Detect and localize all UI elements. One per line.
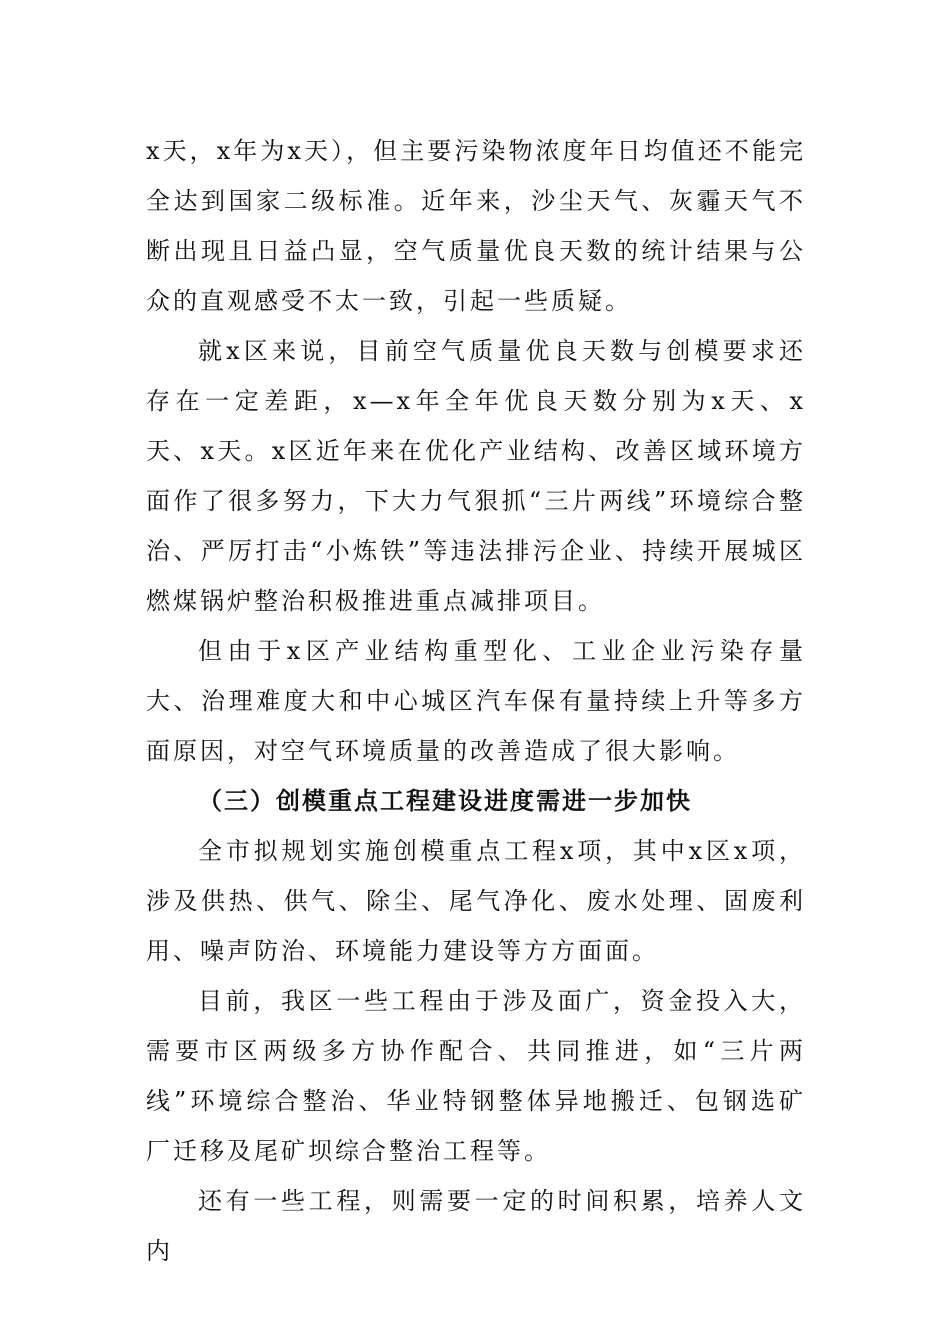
paragraph-air-quality-continuation: x天，x年为x天），但主要污染物浓度年日均值还不能完全达到国家二级标准。近年来，沙尘天气、灰霾天气不断出现且日益凸显，空气质量优良天数的统计结果与公众的直观感受不太一致，引起一些质疑。 bbox=[146, 137, 806, 315]
paragraph-planned-projects: 全市拟规划实施创模重点工程x项，其中x区x项，涉及供热、供气、除尘、尾气净化、废水处理、固废利用、噪声防治、环境能力建设等方方面面。 bbox=[146, 837, 806, 965]
paragraph-industry-causes: 但由于x区产业结构重型化、工业企业污染存量大、治理难度大和中心城区汽车保有量持续上升等多方面原因，对空气环境质量的改善造成了很大影响。 bbox=[146, 637, 806, 765]
paragraph-district-air-quality: 就x区来说，目前空气质量优良天数与创模要求还存在一定差距，x—x年全年优良天数分别为x天、x天、x天。x区近年来在优化产业结构、改善区域环境方面作了很多努力，下大力气狠抓“三片两线”环境综合整治、严厉打击“小炼铁”等违法排污企业、持续开展城区燃煤锅炉整治积极推进重点减排项目。 bbox=[146, 337, 806, 615]
paragraph-time-accumulation: 还有一些工程，则需要一定的时间积累，培养人文内 bbox=[146, 1187, 806, 1265]
document-body bbox=[146, 126, 806, 1276]
section-heading-key-projects: （三）创模重点工程建设进度需进一步加快 bbox=[198, 787, 692, 815]
paragraph-current-projects: 目前，我区一些工程由于涉及面广，资金投入大，需要市区两级多方协作配合、共同推进，如“三片两线”环境综合整治、华业特钢整体异地搬迁、包钢选矿厂迁移及尾矿坝综合整治工程等。 bbox=[146, 987, 806, 1165]
